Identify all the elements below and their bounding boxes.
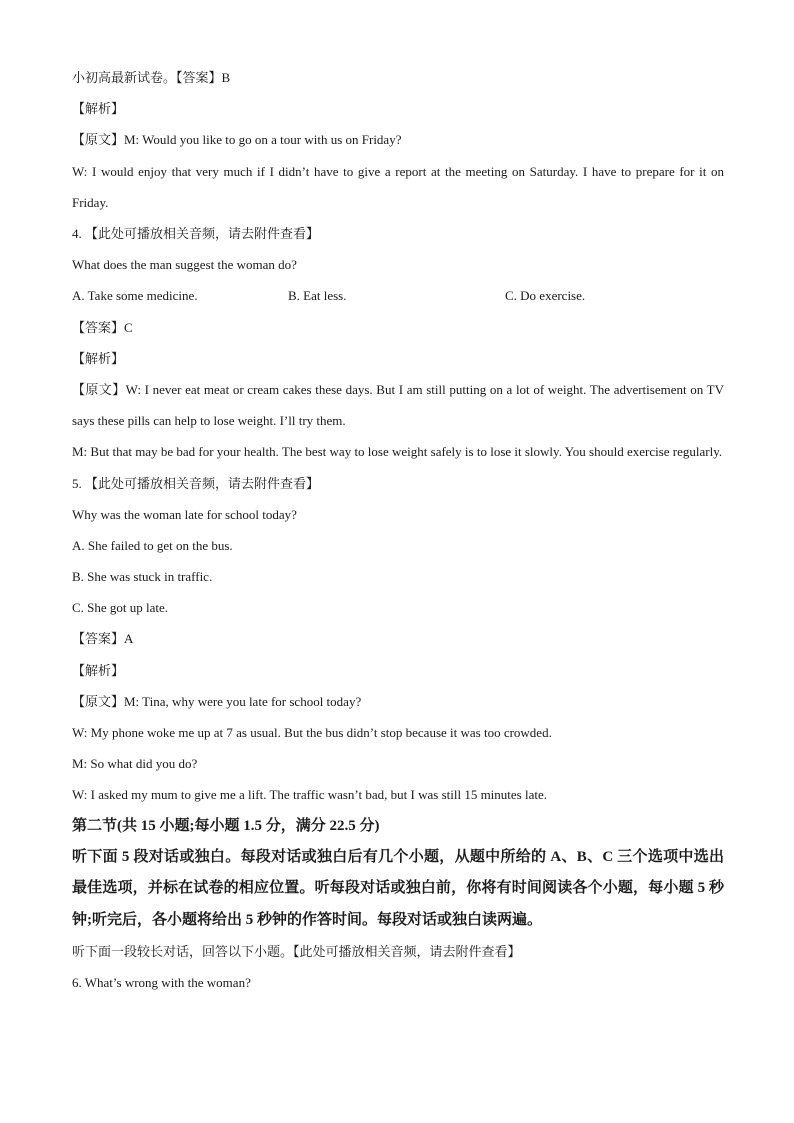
question-4-transcript-line-2: M: But that may be bad for your health. The best way to lose weight safely is to lose it slowly. You should exercise regularly. bbox=[72, 444, 723, 460]
question-5-number: 5. 【此处可播放相关音频，请去附件查看】 bbox=[72, 475, 320, 491]
question-4-option-a: A. Take some medicine. bbox=[72, 288, 198, 304]
section-2-listening-prompt: 听下面一段较长对话，回答以下小题。【此处可播放相关音频，请去附件查看】 bbox=[72, 944, 521, 960]
question-4-answer: 【答案】C bbox=[72, 319, 133, 335]
question-4-text: What does the man suggest the woman do? bbox=[72, 257, 297, 273]
question-4-option-b: B. Eat less. bbox=[288, 288, 347, 304]
question-5-text: Why was the woman late for school today? bbox=[72, 506, 297, 522]
question-4-options bbox=[72, 280, 724, 311]
previous-transcript-line-2: W: I would enjoy that very much if I didn’t have to give a report at the meeting on Saturday. I have to prepare for it on Friday. bbox=[72, 163, 724, 210]
previous-transcript-line-1: 【原文】M: Would you like to go on a tour with us on Friday? bbox=[72, 132, 402, 148]
question-4-transcript-line-1: 【原文】W: I never eat meat or cream cakes these days. But I am still putting on a lot of weight. The advertisement on TV says these pills can help to lose weight. I’ll try them. bbox=[72, 381, 724, 429]
question-4-analysis-label: 【解析】 bbox=[72, 350, 125, 366]
previous-analysis-label: 【解析】 bbox=[72, 101, 125, 117]
question-5-option-a: A. She failed to get on the bus. bbox=[72, 537, 233, 553]
question-5-analysis-label: 【解析】 bbox=[72, 662, 125, 678]
question-5-transcript-line-3: M: So what did you do? bbox=[72, 756, 198, 772]
question-5-transcript-line-2: W: My phone woke me up at 7 as usual. But the bus didn’t stop because it was too crowded. bbox=[72, 725, 552, 741]
section-2-instructions: 听下面 5 段对话或独白。每段对话或独白后有几个小题，从题中所给的 A、B、C 三个选项中选出最佳选项，并标在试卷的相应位置。听每段对话或独白前，你将有时间阅读各个小题，每小题 5 秒钟;听完后，各小题将给出 5 秒钟的作答时间。每段对话或独白读两遍。 bbox=[72, 848, 724, 928]
question-4-option-c: C. Do exercise. bbox=[505, 288, 586, 304]
document-page bbox=[72, 62, 724, 999]
section-2-heading: 第二节(共 15 小题;每小题 1.5 分，满分 22.5 分) bbox=[72, 817, 380, 834]
question-6-text: 6. What’s wrong with the woman? bbox=[72, 975, 251, 991]
question-5-transcript-line-1: 【原文】M: Tina, why were you late for school today? bbox=[72, 693, 362, 709]
question-4-number: 4. 【此处可播放相关音频，请去附件查看】 bbox=[72, 225, 320, 241]
question-5-transcript-line-4: W: I asked my mum to give me a lift. The traffic wasn’t bad, but I was still 15 minutes late. bbox=[72, 787, 548, 803]
question-5-option-c: C. She got up late. bbox=[72, 600, 169, 616]
question-5-answer: 【答案】A bbox=[72, 631, 134, 647]
question-5-option-b: B. She was stuck in traffic. bbox=[72, 569, 213, 585]
previous-answer-line: 小初高最新试卷。【答案】B bbox=[72, 70, 231, 85]
